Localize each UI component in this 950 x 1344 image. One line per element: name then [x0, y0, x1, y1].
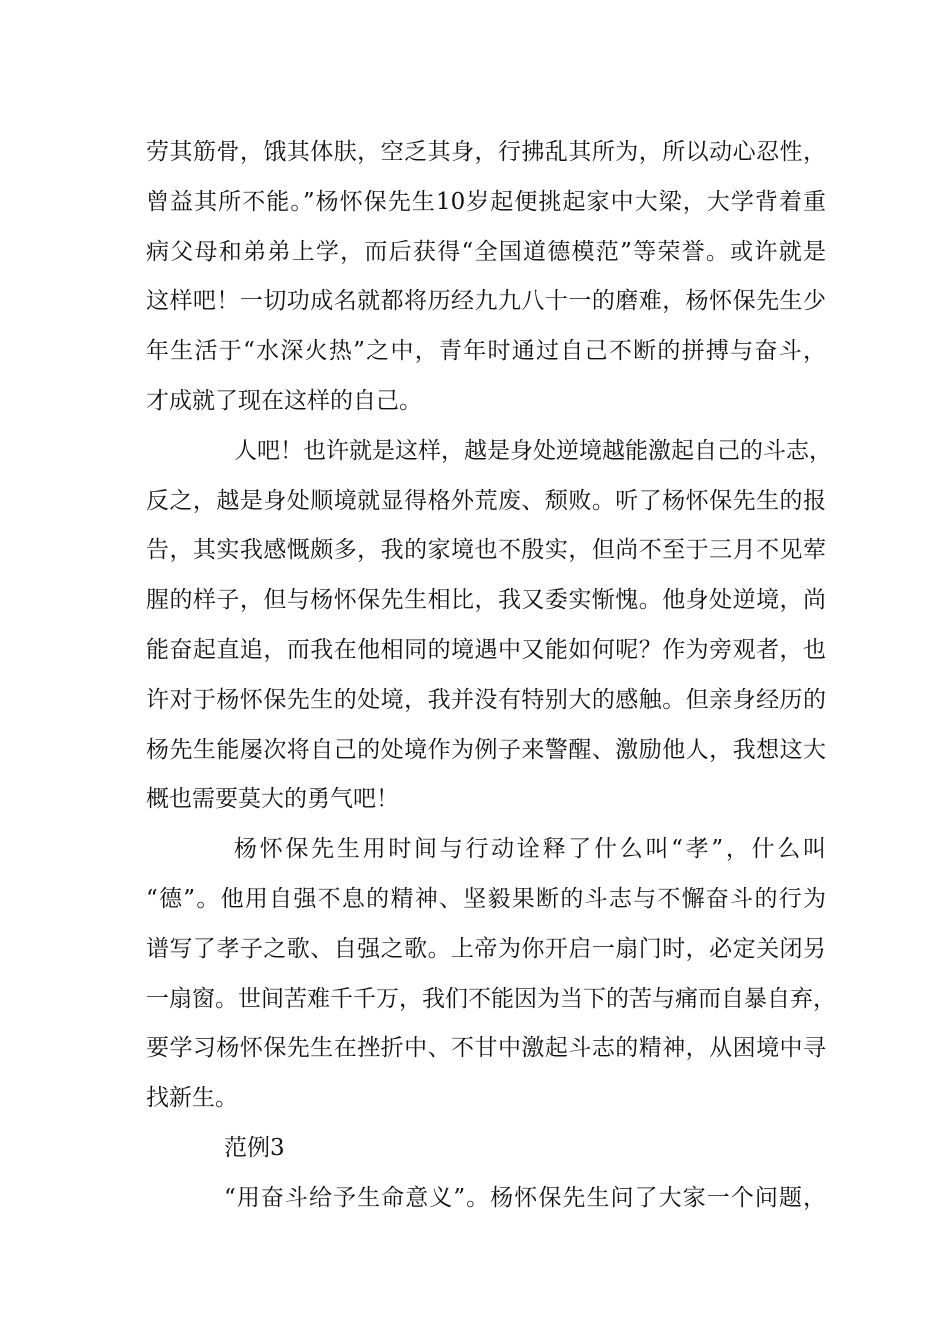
- text-line: 找新生。: [146, 1085, 238, 1112]
- text-line: 反之，越是身处顺境就显得格外荒废、颓败。听了杨怀保先生的报: [146, 487, 826, 514]
- text-line: 病父母和弟弟上学，而后获得“全国道德模范”等荣誉。或许就是: [146, 238, 826, 265]
- text-line: 杨怀保先生用时间与行动诠释了什么叫“孝”，什么叫: [234, 836, 826, 863]
- document-body: [146, 128, 836, 1224]
- text-line: 人吧！也许就是这样，越是身处逆境越能激起自己的斗志，: [234, 437, 832, 464]
- text-line: 能奋起直追，而我在他相同的境遇中又能如何呢？作为旁观者，也: [146, 636, 826, 663]
- text-line: 这样吧！一切功成名就都将历经九九八十一的磨难，杨怀保先生少: [146, 288, 826, 315]
- paragraph: [146, 427, 832, 825]
- text-line: 劳其筋骨，饿其体肤，空乏其身，行拂乱其所为，所以动心忍性，: [146, 139, 826, 165]
- text-line: 年生活于“水深火热”之中，青年时通过自己不断的拼搏与奋斗，: [146, 338, 826, 365]
- text-line: 告，其实我感慨颇多，我的家境也不殷实，但尚不至于三月不见荤: [146, 537, 826, 564]
- paragraph: [146, 128, 826, 427]
- text-line: 曾益其所不能。”杨怀保先生10岁起便挑起家中大梁，大学背着重: [146, 188, 826, 215]
- text-line: 一扇窗。世间苦难千千万，我们不能因为当下的苦与痛而自暴自弃，: [146, 985, 836, 1012]
- text-line: 许对于杨怀保先生的处境，我并没有特别大的感触。但亲身经历的: [146, 686, 826, 713]
- text-line: 要学习杨怀保先生在挫折中、不甘中激起斗志的精神，从困境中寻: [146, 1035, 826, 1062]
- text-line: 才成就了现在这样的自己。: [146, 387, 422, 414]
- text-line: 范例3: [224, 1134, 285, 1161]
- text-line: 杨先生能屡次将自己的处境作为例子来警醒、激励他人，我想这大: [146, 736, 826, 763]
- text-line: 腥的样子，但与杨怀保先生相比，我又委实惭愧。他身处逆境，尚: [146, 587, 826, 614]
- text-line: 概也需要莫大的勇气吧！: [146, 786, 399, 813]
- text-line: “德”。他用自强不息的精神、坚毅果断的斗志与不懈奋斗的行为: [146, 885, 826, 912]
- section-heading: [146, 1124, 826, 1174]
- paragraph: [146, 825, 836, 1124]
- text-line: 谱写了孝子之歌、自强之歌。上帝为你开启一扇门时，必定关闭另: [146, 935, 826, 962]
- paragraph: [146, 1174, 826, 1224]
- text-line: “用奋斗给予生命意义”。杨怀保先生问了大家一个问题，: [224, 1184, 826, 1211]
